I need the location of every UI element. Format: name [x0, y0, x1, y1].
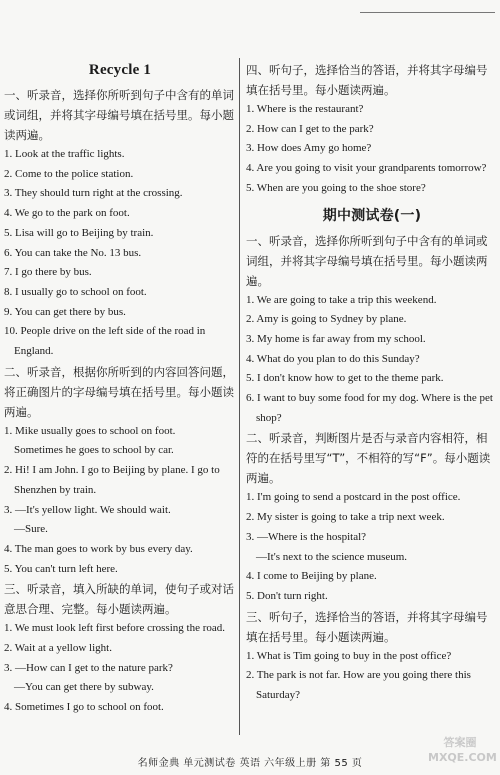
right-sec4-heading: 四、听句子，选择恰当的答语，并将其字母编号填在括号里。每小题读两遍。 [246, 63, 488, 97]
list-item: 3. How does Amy go home? [246, 142, 372, 155]
list-item: 2. My sister is going to take a trip next week. [246, 511, 445, 524]
list-item: 1. I'm going to send a postcard in the post office. [246, 491, 461, 504]
list-item: 9. You can get there by bus. [4, 305, 126, 318]
list-item: 8. I usually go to school on foot. [4, 285, 147, 298]
right-sec1-heading: 一、听录音，选择你所听到句子中含有的单词或词组，并将其字母编号填在括号里。每小题读两遍。 [246, 233, 488, 288]
list-item: —It's next to the science museum. [256, 550, 408, 563]
list-item: 1. Where is the restaurant? [246, 103, 364, 115]
left-sec3-heading: 三、听录音，填入所缺的单词，使句子或对话意思合理、完整。每小题读两遍。 [4, 582, 234, 617]
list-item: 3. —It's yellow light. We should wait. [4, 503, 171, 516]
list-item: 5. Lisa will go to Beijing by train. [4, 226, 154, 239]
top-rule [360, 12, 495, 13]
list-item: —You can get there by subway. [14, 681, 154, 694]
list-item: 5. Don't turn right. [246, 589, 328, 602]
list-item: 4. The man goes to work by bus every day. [4, 542, 193, 555]
list-item: 1. We are going to take a trip this weekend. [246, 293, 437, 306]
list-item: 4. Sometimes I go to school on foot. [4, 701, 164, 714]
list-item: 2. Amy is going to Sydney by plane. [246, 313, 407, 326]
list-item: Sometimes he goes to school by car. [14, 444, 174, 457]
page-footer: 名师金典 单元测试卷 英语 六年级上册 第 55 页 [137, 758, 363, 769]
list-item: 5. When are you going to the shoe store? [246, 181, 426, 194]
list-item: 7. I go there by bus. [4, 266, 92, 279]
left-sec1-heading: 一、听录音，选择你所听到句子中含有的单词或词组，并将其字母编号填在括号里。每小题读两遍。 [4, 88, 234, 142]
list-item: 2. How can I get to the park? [246, 122, 374, 135]
list-item: 1. We must look left first before crossing the road. [4, 622, 225, 635]
list-item: 3. They should turn right at the crossing. [4, 187, 183, 200]
list-item: —Sure. [14, 523, 48, 536]
left-sec2-heading: 二、听录音，根据你所听到的内容回答问题，将正确图片的字母编号填在括号里。每小题读两遍。 [4, 364, 234, 419]
recycle-title: Recycle 1 [88, 62, 152, 78]
list-item: 5. I don't know how to get to the theme park. [246, 372, 444, 385]
left-column [4, 60, 236, 737]
midterm-title: 期中测试卷(一) [322, 207, 422, 224]
list-item: 10. People drive on the left side of the road in England. [4, 325, 206, 358]
list-item: 4. What do you plan to do this Sunday? [246, 352, 420, 365]
right-column [246, 60, 498, 737]
list-item: 2. Hi! I am John. I go to Beijing by plane. I go to Shenzhen by train. [4, 464, 220, 496]
list-item: 3. —Where is the hospital? [246, 530, 367, 543]
list-item: 1. Mike usually goes to school on foot. [4, 424, 176, 437]
list-item: 4. Are you going to visit your grandparents tomorrow? [246, 162, 487, 175]
right-sec2-heading: 二、听录音，判断图片是否与录音内容相符，相符的在括号里写“T”，不相符的写“F”。每小题读两遍。 [246, 431, 491, 486]
list-item: 2. Come to the police station. [4, 167, 134, 180]
list-item: 2. The park is not far. How are you going there this Saturday? [246, 669, 471, 702]
list-item: 6. I want to buy some food for my dog. Where is the pet shop? [246, 392, 493, 424]
list-item: 2. Wait at a yellow light. [4, 642, 112, 655]
list-item: 1. What is Tim going to buy in the post office? [246, 649, 452, 662]
list-item: 3. My home is far away from my school. [246, 332, 426, 345]
list-item: 4. I come to Beijing by plane. [246, 570, 377, 583]
list-item: 1. Look at the traffic lights. [4, 148, 125, 160]
list-item: 3. —How can I get to the nature park? [4, 661, 173, 674]
column-divider [239, 58, 240, 735]
list-item: 6. You can take the No. 13 bus. [4, 246, 142, 259]
watermark-stamp: 答案圈 MXQE.COM [428, 736, 497, 764]
right-sec3-heading: 三、听句子，选择恰当的答语，并将其字母编号填在括号里。每小题读两遍。 [246, 609, 488, 644]
list-item: 5. You can't turn left here. [4, 562, 118, 575]
list-item: 4. We go to the park on foot. [4, 207, 130, 220]
